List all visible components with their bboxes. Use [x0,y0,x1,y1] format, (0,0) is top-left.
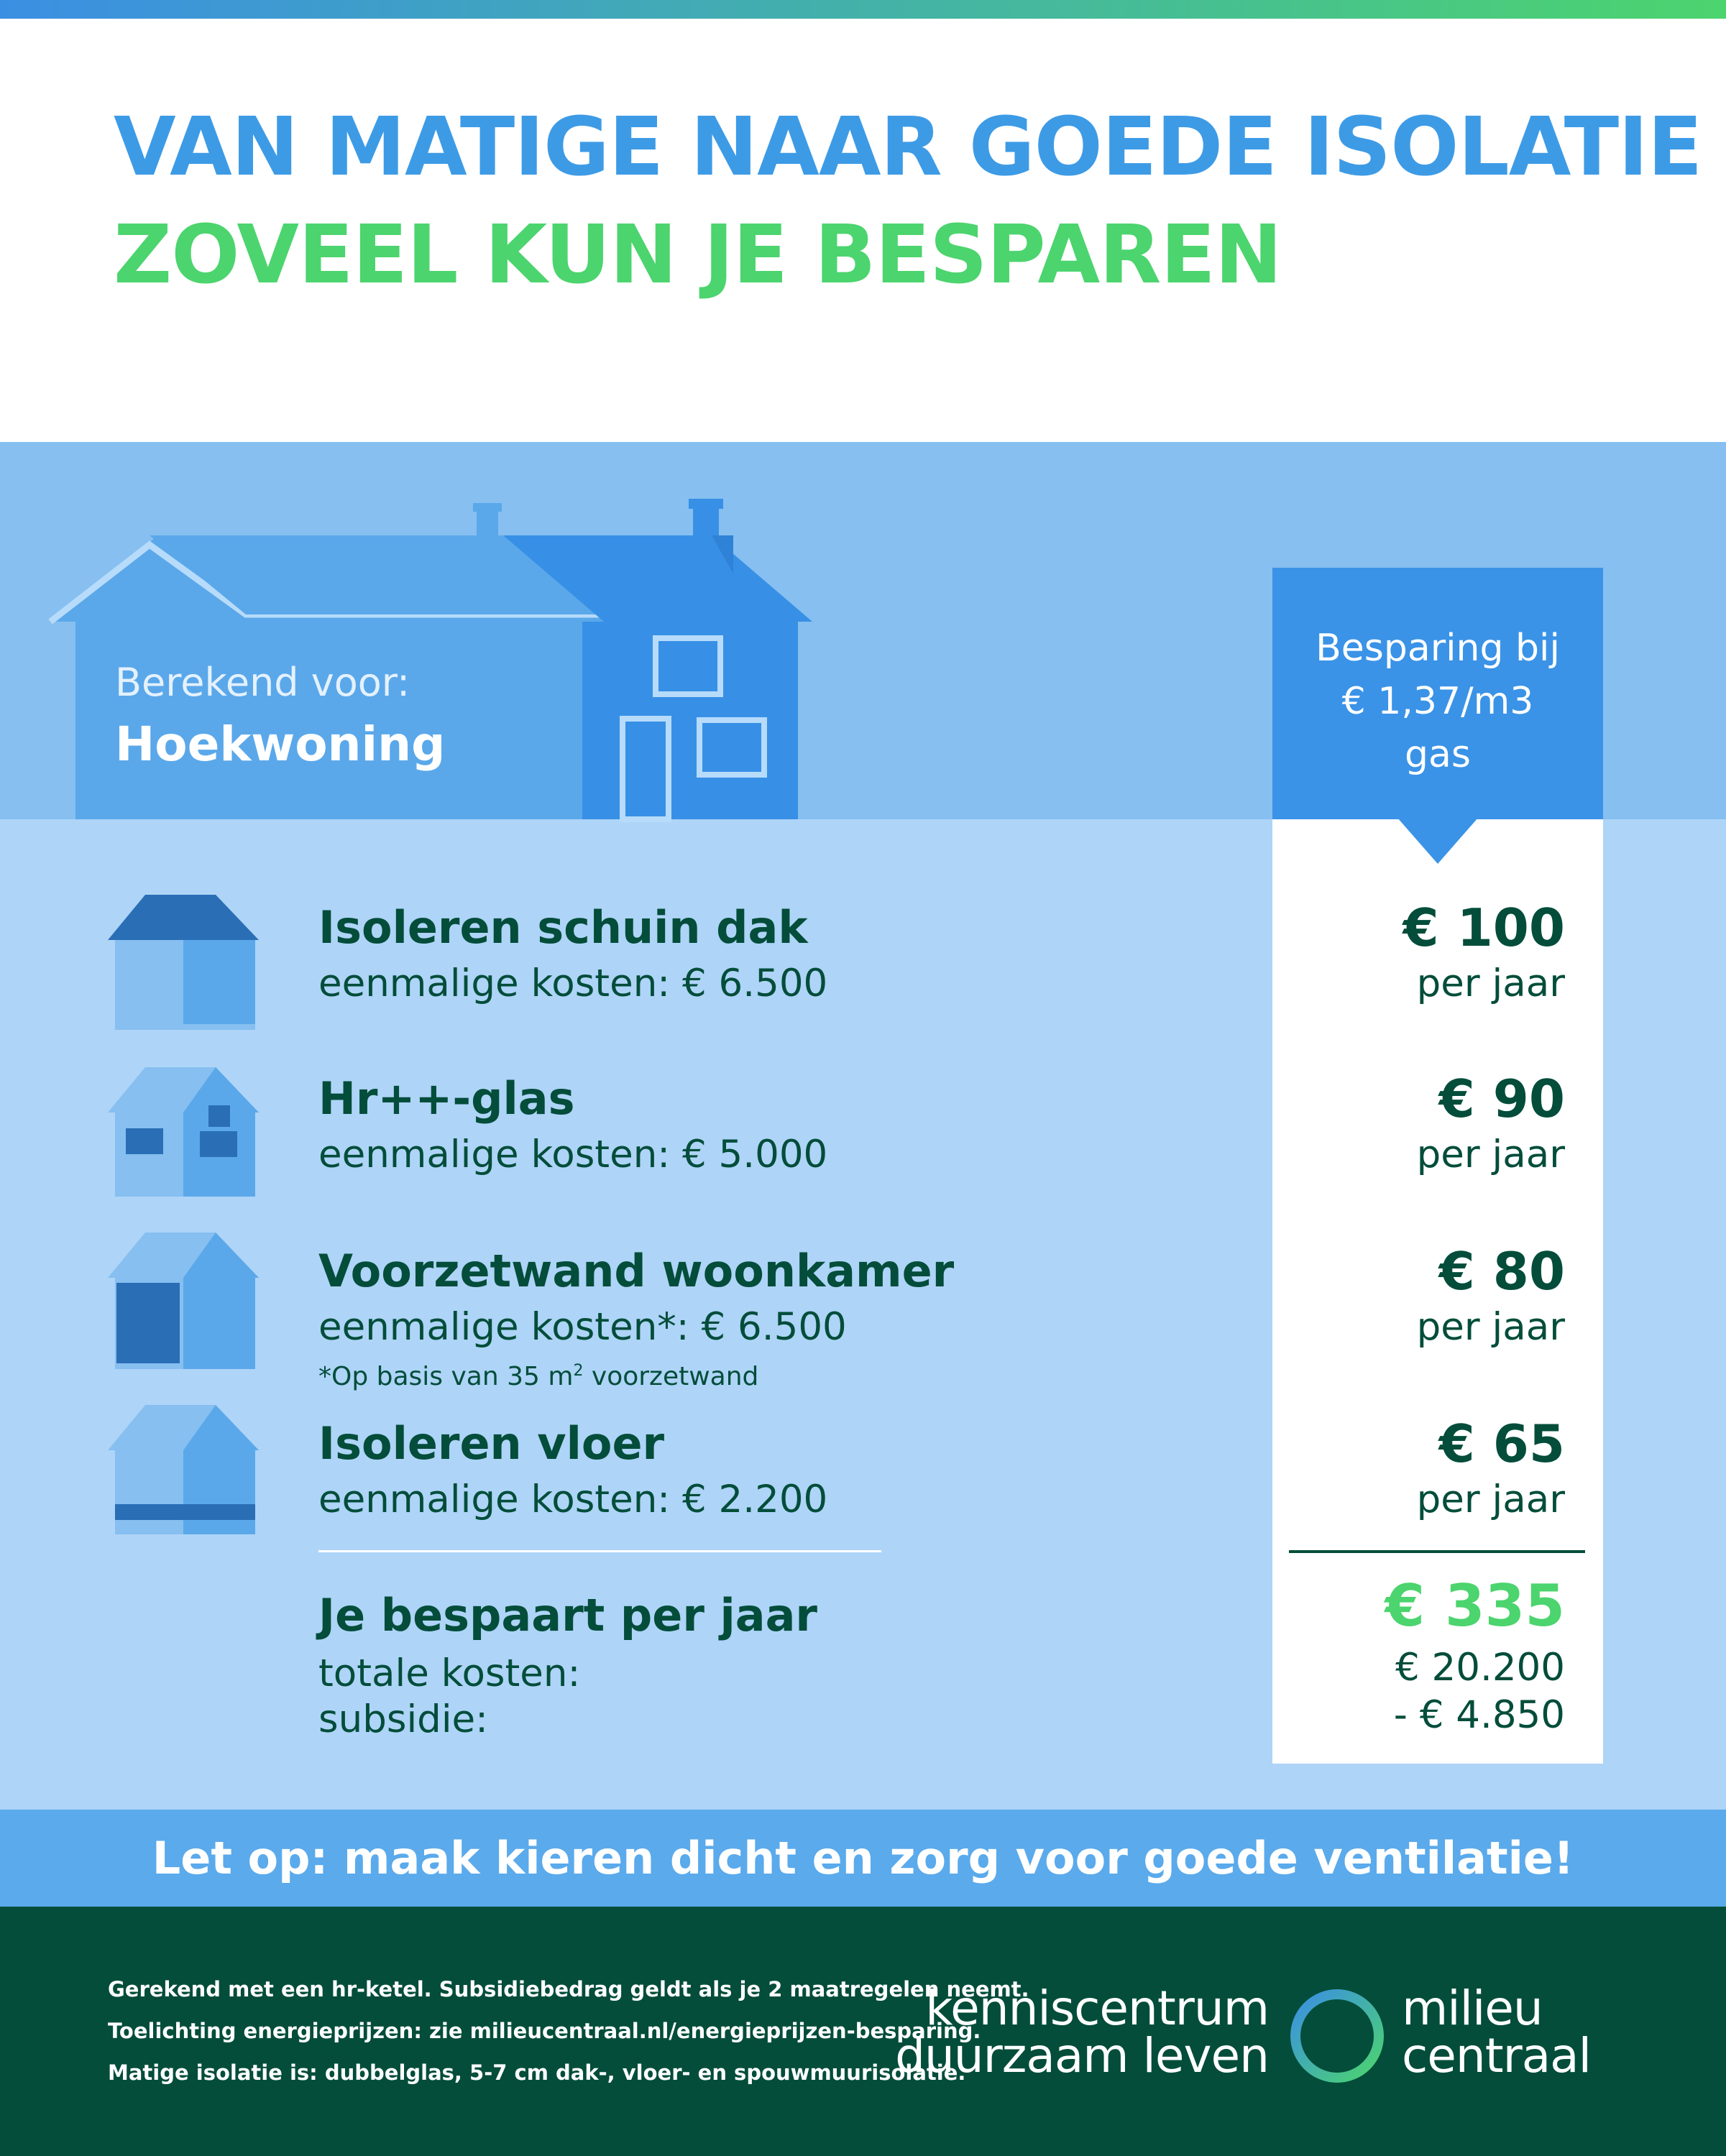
measure-title-glass: Hr++-glas [318,1072,575,1125]
logo-left-line2: duurzaam leven [895,2028,1269,2083]
wall-footnote-tail: voorzetwand [583,1362,759,1391]
top-gradient-strip [0,0,1726,19]
measure-title-floor: Isoleren vloer [318,1417,665,1470]
total-costs-value: € 20.200 [1395,1646,1565,1690]
measure-period-floor: per jaar [1416,1478,1565,1521]
calculated-for-label: Berekend voor: [115,660,410,705]
wall-footnote-sup: 2 [573,1362,584,1380]
measure-title-wall: Voorzetwand woonkamer [318,1245,955,1297]
savings-header-text [1272,622,1603,781]
measure-cost-wall: eenmalige kosten*: € 6.500 [318,1305,847,1349]
measure-saving-wall: € 80 [1438,1241,1565,1302]
house-type-value: Hoekwoning [115,717,446,772]
measure-cost-floor: eenmalige kosten: € 2.200 [318,1478,828,1521]
summary-title: Je bespaart per jaar [318,1589,817,1641]
yearly-saving-total: € 335 [1385,1572,1565,1639]
logo-kenniscentrum [877,1981,1269,2083]
logo-left-line1: kenniscentrum [925,1981,1269,2036]
subsidy-label: subsidie: [318,1697,489,1741]
page-title: VAN MATIGE NAAR GOEDE ISOLATIE [114,101,1702,194]
savings-header-line1: Besparing bij [1316,627,1560,670]
logo-right-line2: centraal [1402,2028,1591,2083]
savings-header-line3: gas [1405,733,1471,776]
measure-cost-roof: eenmalige kosten: € 6.500 [318,962,828,1005]
measure-cost-glass: eenmalige kosten: € 5.000 [318,1133,828,1176]
subsidy-value: - € 4.850 [1393,1693,1565,1737]
page-subtitle: ZOVEEL KUN JE BESPAREN [114,208,1282,302]
measure-period-wall: per jaar [1416,1305,1565,1349]
roof-insulation-house-icon [108,884,262,1042]
logo-right-line1: milieu [1402,1981,1543,2036]
wall-footnote [318,1355,758,1393]
summary-divider-left [318,1550,881,1552]
footer-note-2: Toelichting energieprijzen: zie milieucentraal.nl/energieprijzen-besparing. [108,2019,981,2043]
wall-house-icon [108,1222,262,1380]
summary-divider-right [1289,1550,1585,1553]
glass-house-icon [108,1056,262,1215]
measure-saving-glass: € 90 [1438,1069,1565,1129]
measure-saving-floor: € 65 [1438,1414,1565,1474]
measure-saving-roof: € 100 [1403,898,1565,958]
logo-milieu-centraal [1402,1981,1591,2083]
footer-note-1: Gerekend met een hr-ketel. Subsidiebedrag geldt als je 2 maatregelen neemt. [108,1977,1029,2001]
wall-footnote-text: *Op basis van 35 m [318,1362,574,1391]
savings-header-line2: € 1,37/m3 [1341,680,1534,723]
warning-text: Let op: maak kieren dicht en zorg voor goede ventilatie! [152,1832,1574,1884]
logo-ring-icon [1287,1986,1387,2086]
measure-title-roof: Isoleren schuin dak [318,901,808,954]
measure-period-glass: per jaar [1416,1133,1565,1176]
savings-header-arrow [1397,818,1478,864]
measure-period-roof: per jaar [1416,962,1565,1005]
footer-note-3: Matige isolatie is: dubbelglas, 5-7 cm dak-, vloer- en spouwmuurisolatie. [108,2060,966,2085]
total-costs-label: totale kosten: [318,1651,581,1695]
floor-house-icon [108,1394,262,1552]
